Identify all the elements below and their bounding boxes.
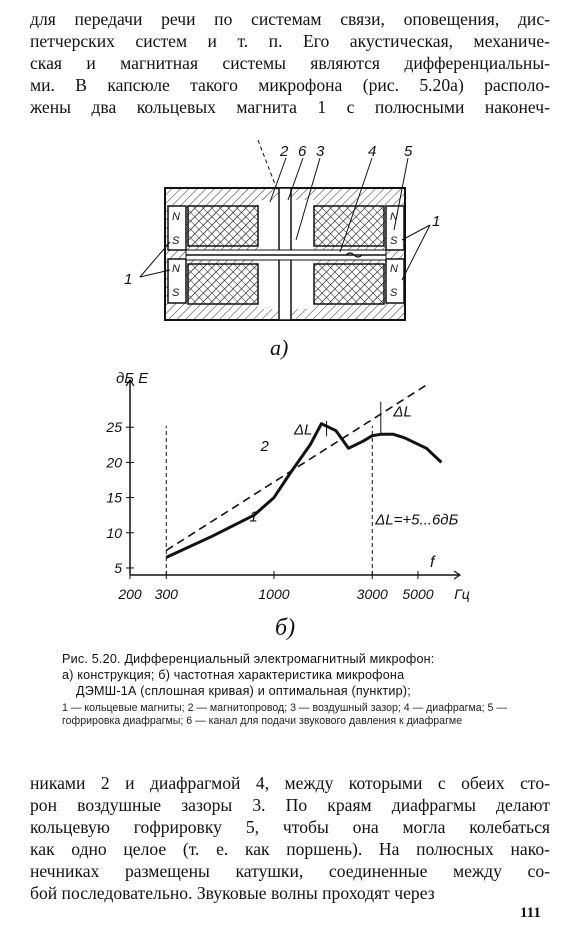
curve-label-2: 2 (260, 438, 269, 456)
text-line: бой последовательно. Звуковые волны проходят через (30, 883, 435, 903)
part-label-1-left: 1 (124, 271, 133, 288)
text-line: ская и магнитная системы являются дифференциальны- (30, 53, 550, 73)
text-line: петчерских систем и т. п. Его акустическая, механиче- (30, 31, 550, 51)
y-tick-label: 25 (106, 419, 122, 436)
series-line-1 (166, 424, 441, 558)
x-tick-label: 5000 (402, 586, 434, 602)
figure-caption (62, 651, 532, 699)
figure-a-sublabel: а) (270, 335, 289, 360)
text-line: рон воздушные зазоры 3. По краям диафрагмы делают (30, 795, 550, 815)
pole-label-s: S (390, 287, 398, 299)
part-label-1-right: 1 (432, 213, 441, 230)
text-line: кольцевую гофрировку 5, чтобы она могла колебаться (30, 817, 550, 837)
caption-line: а) конструкция; б) частотная характеристика микрофона (62, 668, 405, 682)
x-axis-label: f (430, 554, 435, 571)
page-number: 111 (520, 905, 541, 921)
pole-label-n: N (172, 263, 180, 275)
pole-label-n: N (390, 263, 398, 275)
x-tick-label: 1000 (258, 586, 290, 602)
part-label-4: 4 (368, 143, 377, 160)
pole-label-s: S (390, 235, 398, 247)
diaphragm (186, 250, 386, 260)
x-unit-label: Гц (454, 586, 470, 602)
text-line: как одно целое (т. е. как поршень). На полюсных нако- (30, 839, 550, 859)
figure-b-frequency-response-chart (100, 365, 500, 645)
text-line: никами 2 и диафрагмой 4, между которыми с обеих сто- (30, 773, 550, 793)
x-tick-label: 300 (154, 586, 178, 602)
delta-l-label: ΔL (293, 421, 313, 439)
text-line: для передачи речи по системам связи, оповещения, дис- (30, 9, 550, 29)
figure-b-sublabel: б) (275, 615, 296, 641)
pole-label-n: N (390, 211, 398, 223)
y-tick-label: 5 (114, 559, 122, 576)
part-label-2: 2 (280, 143, 289, 160)
part-label-5: 5 (404, 143, 413, 160)
y-tick-label: 15 (106, 489, 122, 506)
chart-labels (105, 370, 469, 641)
y-tick-label: 20 (106, 454, 122, 471)
curve-label-1: 1 (249, 508, 258, 526)
text-line: ми. В капсюле такого микрофона (рис. 5.20а) располо- (30, 75, 550, 95)
delta-l-range-label: ΔL=+5...6дБ (375, 511, 459, 529)
y-tick-label: 10 (106, 524, 122, 541)
bottom-paragraph (30, 772, 550, 904)
pole-label-s: S (172, 287, 180, 299)
caption-line: Рис. 5.20. Дифференциальный электромагнитный микрофон: (62, 652, 435, 666)
y-axis-label: дБ E (116, 370, 149, 387)
figure-legend: 1 — кольцевые магниты; 2 — магнитопровод; 3 — воздушный зазор; 4 — диафрагма; 5 — гофрировка диафрагмы; 6 — канал для подачи звукового давления к диафрагме (62, 702, 507, 727)
text-line: нечниках размещены катушки, соединенные между со- (30, 861, 550, 881)
part-label-6: 6 (298, 143, 307, 160)
top-paragraph (30, 8, 550, 118)
pole-label-s: S (172, 235, 180, 247)
delta-l-label: ΔL (393, 403, 412, 421)
caption-line: ДЭМШ-1А (сплошная кривая) и оптимальная (пунктир); (76, 684, 411, 698)
x-tick-label: 200 (118, 586, 142, 602)
pole-label-n: N (172, 211, 180, 223)
figure-a-microphone-construction (110, 140, 470, 370)
x-tick-label: 3000 (356, 586, 388, 602)
part-label-3: 3 (316, 143, 325, 160)
text-line: жены два кольцевых магнита 1 с полюсными наконеч- (30, 97, 550, 117)
